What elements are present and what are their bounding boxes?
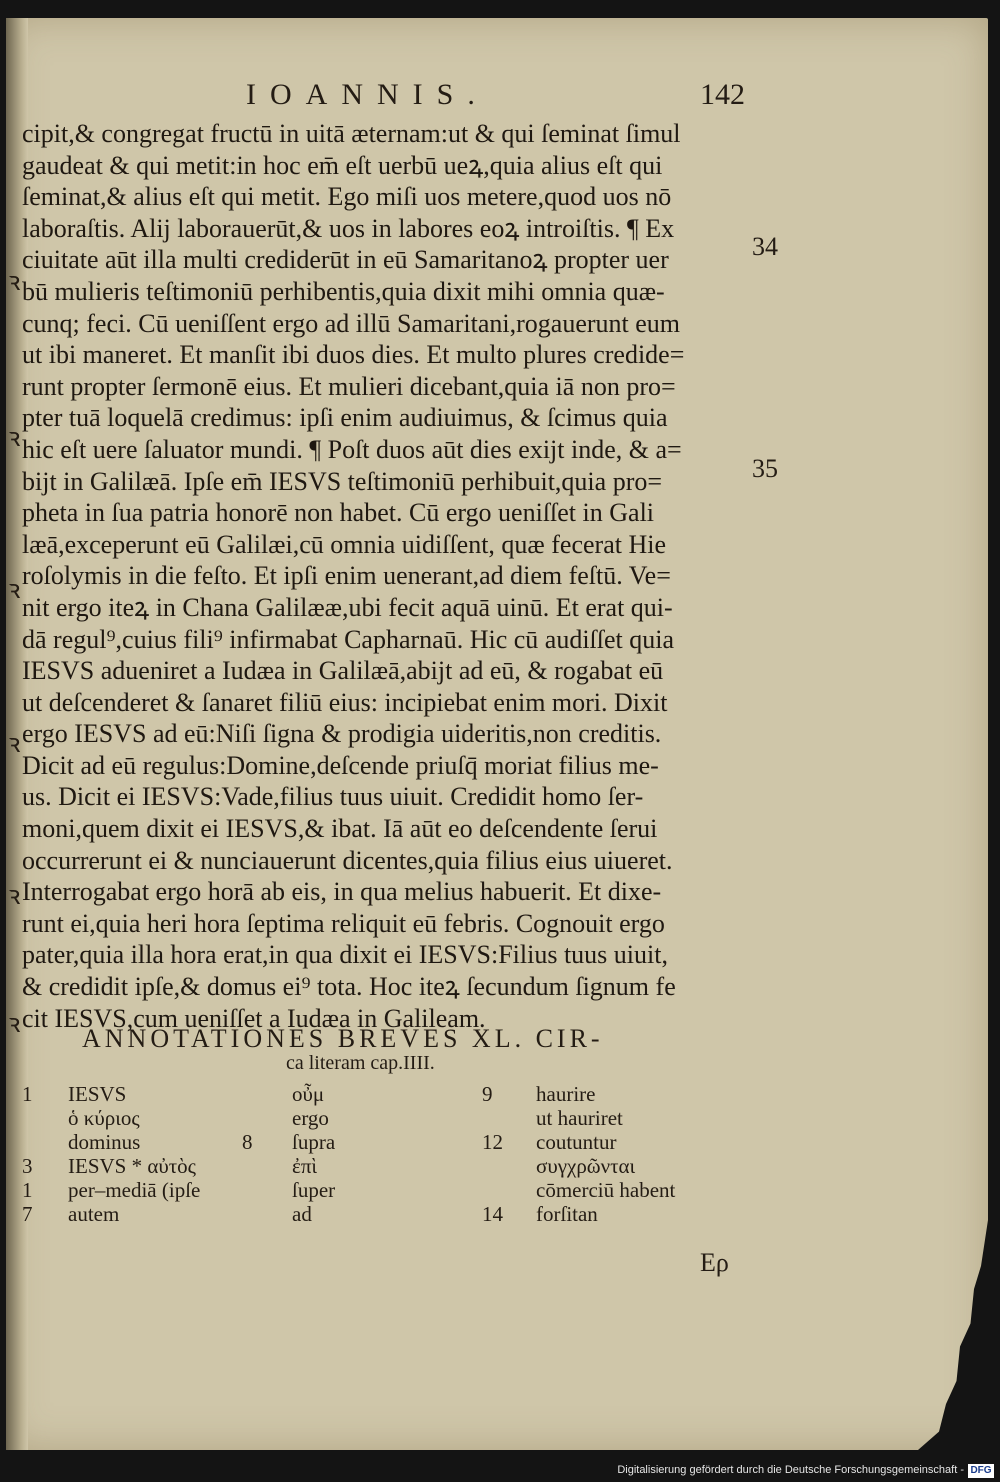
annotation-row	[22, 1130, 722, 1154]
folio-number: 142	[700, 78, 745, 111]
text-line: us. Dicit ei IESVS:Vade,filius tuus uiuit. Credidit homo ſer-	[22, 782, 644, 812]
annotation-number: 8	[242, 1130, 253, 1154]
text-line: ciuitate aūt illa multi crediderūt in eū Samaritanoꝝ propter uer	[22, 245, 669, 275]
text-line: cit IESVS,cum ueniſſet a Iudæa in Galileam.	[22, 1003, 486, 1033]
text-line: cipit,& congregat fructū in uitā æternam:ut & qui ſeminat ſimul	[22, 119, 681, 148]
page-header	[6, 78, 988, 118]
annotation-number: 14	[482, 1202, 503, 1226]
annotation-number: 1	[22, 1082, 33, 1106]
text-line: nit ergo iteꝝ in Chana Galilææ,ubi fecit aquā uinū. Et erat qui-	[22, 592, 673, 622]
annotation-term: cōmerciū habent	[536, 1178, 676, 1202]
annotation-term: ut hauriret	[536, 1106, 623, 1130]
annotation-term: ergo	[292, 1106, 329, 1130]
margin-mark: ꝛ	[8, 575, 21, 604]
annotation-term: ſuper	[292, 1178, 336, 1202]
annotation-number: 1	[22, 1178, 33, 1202]
annotation-term: per–mediā (ipſe	[68, 1178, 201, 1202]
dfg-logo: DFG	[968, 1464, 994, 1478]
text-line: runt ei,quia heri hora ſeptima reliquit eū febris. Cognouit ergo	[22, 908, 665, 938]
text-line: laboraſtis. Alij laborauerūt,& uos in labores eoꝝ introiſtis. ¶ Ex	[22, 213, 675, 243]
text-line: cunq; feci. Cū ueniſſent ergo ad illū Samaritani,rogauerunt eum	[22, 308, 680, 338]
catchword: Ερ	[700, 1248, 729, 1277]
annotation-term: ὁ κύριος	[68, 1106, 140, 1130]
annotation-row	[22, 1106, 722, 1130]
annotation-term: forſitan	[536, 1202, 598, 1226]
text-line: IESVS adueniret a Iudæa in Galilæā,abijt ad eū, & rogabat eū	[22, 656, 664, 686]
annotation-row	[22, 1154, 722, 1178]
annotation-number: 12	[482, 1130, 503, 1154]
annotation-term: IESVS * αὐτὸς	[68, 1154, 196, 1178]
margin-mark: ꝛ	[8, 267, 21, 296]
annotation-term: ἐπὶ	[292, 1154, 318, 1178]
annotation-number: 9	[482, 1082, 493, 1106]
text-line: Interrogabat ergo horā ab eis, in qua melius habuerit. Et dixe-	[22, 877, 662, 907]
text-line: occurrerunt ei & nunciauerunt dicentes,quia filius eius uiueret.	[22, 845, 673, 875]
annotation-term: οὖμ	[292, 1082, 325, 1106]
footer-credit: Digitalisierung gefördert durch die Deutsche Forschungsgemeinschaft -	[617, 1464, 964, 1476]
margin-mark: ꝛ	[8, 729, 21, 758]
margin-mark: ꝛ	[8, 881, 21, 910]
annotations-table	[22, 1082, 722, 1226]
text-line: bijt in Galilæā. Ipſe em̄ IESVS teſtimoniū perhibuit,quia pro=	[22, 466, 663, 496]
annotation-row	[22, 1082, 722, 1106]
annotation-row	[22, 1202, 722, 1226]
running-title: IOANNIS.	[246, 78, 489, 111]
text-line: pater,quia illa hora erat,in qua dixit ei IESVS:Filius tuus uiuit,	[22, 940, 668, 970]
annotation-term: ſupra	[292, 1130, 336, 1154]
verse-number: 35	[752, 454, 778, 483]
text-line: moni,quem dixit ei IESVS,& ibat. Iā aūt eo deſcendente ſerui	[22, 814, 658, 844]
margin-mark: ꝛ	[8, 1009, 21, 1038]
text-line: ut deſcenderet & ſanaret filiū eius: incipiebat enim mori. Dixit	[22, 687, 668, 717]
text-line: ut ibi maneret. Et manſit ibi duos dies. Et multo plures credide=	[22, 340, 685, 370]
annotations-title: ANNOTATIONES BREVES XL. CIR-	[82, 1024, 604, 1053]
body-text	[22, 118, 752, 1034]
annotations-subtitle: ca literam cap.IIII.	[286, 1052, 435, 1074]
text-line: ergo IESVS ad eū:Niſi ſigna & prodigia uideritis,non creditis.	[22, 719, 662, 749]
text-line: bū mulieris teſtimoniū perhibentis,quia dixit mihi omnia quæ-	[22, 276, 665, 306]
annotation-term: autem	[68, 1202, 120, 1226]
annotation-term: ad	[292, 1202, 312, 1226]
text-line: runt propter ſermonē eius. Et mulieri dicebant,quia iā non pro=	[22, 371, 676, 401]
annotation-number: 7	[22, 1202, 33, 1226]
text-line: & credidit ipſe,& domus ei⁹ tota. Hoc iteꝝ ſecundum ſignum fe	[22, 972, 676, 1002]
margin-mark: ꝛ	[8, 423, 21, 452]
annotation-term: συγχρῶνται	[536, 1154, 636, 1178]
text-line: pter tuā loquelā credimus: ipſi enim audiuimus, & ſcimus quia	[22, 403, 668, 433]
text-line: pheta in ſua patria honorē non habet. Cū ergo ueniſſet in Gali	[22, 498, 655, 528]
annotation-term: haurire	[536, 1082, 596, 1106]
annotation-term: IESVS	[68, 1082, 127, 1106]
text-line: læā,exceperunt eū Galilæi,cū omnia uidiſſent, quæ fecerat Hie	[22, 529, 667, 559]
annotation-number: 3	[22, 1154, 33, 1178]
footer-bar	[0, 1462, 1000, 1482]
text-line: roſolymis in die feſto. Et ipſi enim uenerant,ad diem feſtū. Ve=	[22, 561, 671, 591]
text-line: ſeminat,& alius eſt qui metit. Ego miſi uos metere,quod uos nō	[22, 182, 672, 212]
text-line: Dicit ad eū regulus:Domine,deſcende priuſq̄ moriat filius me-	[22, 750, 659, 780]
annotation-term: coutuntur	[536, 1130, 617, 1154]
verse-number: 34	[752, 232, 778, 261]
text-line: gaudeat & qui metit:in hoc em̄ eſt uerbū ueꝝ,quia alius eſt qui	[22, 150, 663, 180]
book-page	[6, 18, 988, 1450]
text-line: dā regul⁹,cuius fili⁹ infirmabat Capharnaū. Hic cū audiſſet quia	[22, 624, 675, 654]
annotation-row	[22, 1178, 722, 1202]
text-line: hic eſt uere ſaluator mundi. ¶ Poſt duos aūt dies exijt inde, & a=	[22, 434, 682, 464]
torn-corner	[918, 1220, 988, 1450]
annotation-term: dominus	[68, 1130, 141, 1154]
